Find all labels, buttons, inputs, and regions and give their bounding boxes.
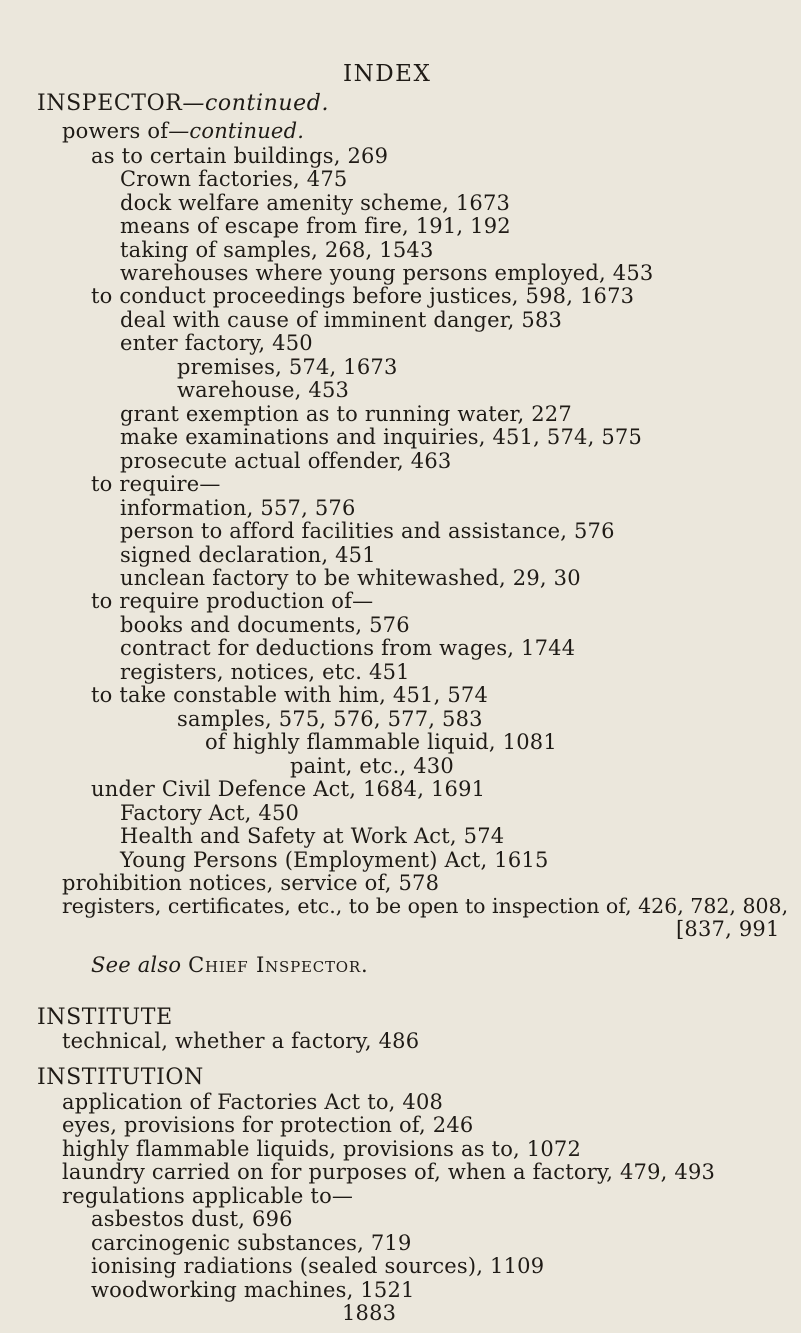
subheading-powers	[62, 119, 304, 143]
index-line: carcinogenic substances, 719	[91, 1230, 412, 1255]
index-line: deal with cause of imminent danger, 583	[120, 307, 563, 332]
see-also-reference	[91, 953, 368, 977]
entry-heading-institute: INSTITUTE	[37, 1004, 173, 1030]
index-line: unclean factory to be whitewashed, 29, 30	[120, 565, 581, 590]
see-also-label: See also	[91, 952, 182, 977]
index-line: woodworking machines, 1521	[91, 1277, 415, 1302]
index-line: information, 557, 576	[120, 495, 356, 520]
index-line: Young Persons (Employment) Act, 1615	[120, 847, 549, 872]
index-line: prosecute actual offender, 463	[120, 448, 452, 473]
index-line: as to certain buildings, 269	[91, 143, 389, 168]
index-line: Health and Safety at Work Act, 574	[120, 824, 505, 848]
index-line: premises, 574, 1673	[177, 354, 398, 379]
continued-note: —continued.	[168, 119, 305, 144]
index-line: eyes, provisions for protection of, 246	[62, 1113, 474, 1138]
index-line: registers, notices, etc. 451	[120, 659, 410, 684]
index-line: enter factory, 450	[120, 331, 313, 356]
continued-note: —continued.	[182, 91, 330, 117]
index-line: application of Factories Act to, 408	[62, 1089, 444, 1114]
index-line: Factory Act, 450	[120, 800, 300, 825]
index-line: contract for deductions from wages, 1744	[120, 636, 576, 661]
index-line: ionising radiations (sealed sources), 1109	[91, 1254, 545, 1279]
entry-heading-text: INSPECTOR	[37, 91, 183, 117]
entry-heading-institution: INSTITUTION	[37, 1065, 204, 1091]
index-line: warehouses where young persons employed, 453	[120, 261, 654, 285]
index-line: make examinations and inquiries, 451, 574, 575	[120, 425, 643, 450]
index-line: prohibition notices, service of, 578	[62, 870, 440, 895]
index-line: asbestos dust, 696	[91, 1207, 293, 1232]
index-line: to require—	[91, 472, 221, 497]
index-line: means of escape from fire, 191, 192	[120, 214, 511, 239]
see-also-target: Chief Inspector.	[188, 952, 369, 977]
index-line-continuation: [837, 991	[676, 917, 780, 941]
index-line: highly flammable liquids, provisions as to, 1072	[62, 1136, 582, 1161]
index-line: samples, 575, 576, 577, 583	[177, 706, 483, 731]
index-line: taking of samples, 268, 1543	[120, 237, 434, 262]
index-line: to require production of—	[91, 589, 374, 614]
entry-heading-inspector	[37, 92, 329, 116]
index-line: laundry carried on for purposes of, when a factory, 479, 493	[62, 1160, 716, 1185]
index-line: Crown factories, 475	[120, 167, 348, 192]
index-line: regulations applicable to—	[62, 1183, 354, 1208]
index-line: grant exemption as to running water, 227	[120, 401, 572, 426]
index-line: dock welfare amenity scheme, 1673	[120, 190, 511, 215]
index-line: person to afford facilities and assistance, 576	[120, 519, 615, 543]
index-line: technical, whether a factory, 486	[62, 1029, 420, 1053]
index-line: of highly flammable liquid, 1081	[205, 730, 557, 755]
index-line: warehouse, 453	[177, 378, 350, 403]
index-line: paint, etc., 430	[290, 753, 454, 778]
index-line: to take constable with him, 451, 574	[91, 683, 489, 708]
index-line: books and documents, 576	[120, 612, 410, 637]
index-line: signed declaration, 451	[120, 542, 376, 567]
page-title: INDEX	[343, 61, 432, 87]
index-line: under Civil Defence Act, 1684, 1691	[91, 777, 486, 802]
subheading-text: powers of	[62, 119, 169, 144]
index-line: registers, certificates, etc., to be open to inspection of, 426, 782, 808,	[62, 894, 789, 919]
page-number: 1883	[342, 1301, 397, 1325]
index-line: to conduct proceedings before justices, 598, 1673	[91, 284, 635, 309]
